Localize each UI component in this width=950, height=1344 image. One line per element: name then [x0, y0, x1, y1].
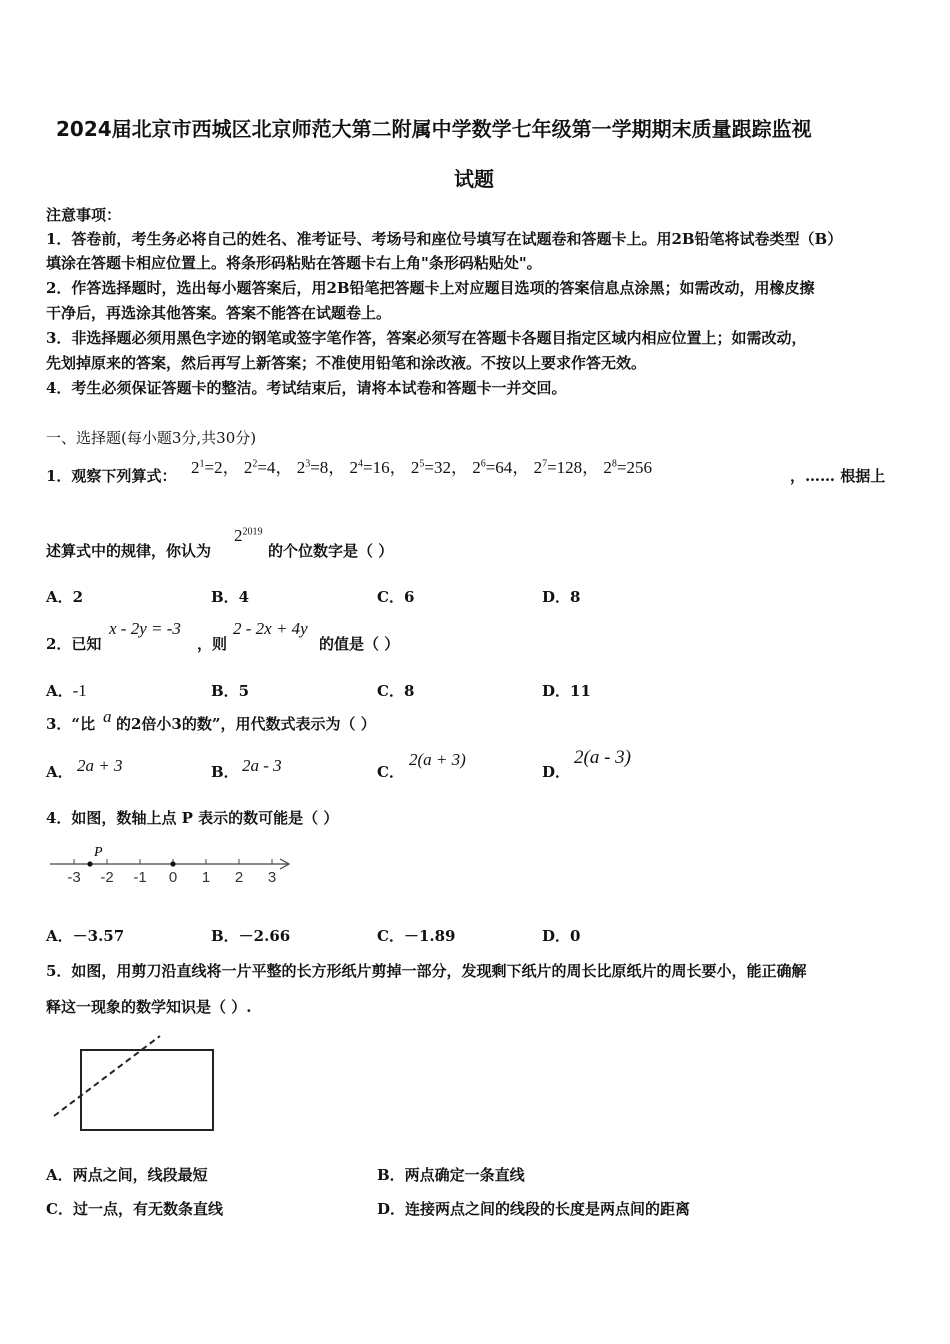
q5-option-d[interactable]: D．连接两点之间的线段的长度是两点间的距离 [377, 1200, 691, 1218]
axis-label: 0 [168, 869, 178, 886]
q4-option-d[interactable]: D．0 [542, 927, 581, 945]
q4-question: 4．如图，数轴上点 P 表示的数可能是（ ） [46, 809, 339, 827]
q5-line2: 释这一现象的数学知识是（ ）. [46, 998, 252, 1016]
power: $2^1=2$ [191, 458, 223, 477]
q2-option-c[interactable]: C．8 [377, 682, 415, 700]
q2-option-a[interactable]: A．-1 [46, 681, 87, 700]
q2-option-b[interactable]: B．5 [211, 682, 250, 700]
q3-variable: a [103, 707, 112, 726]
q3-prefix: 3．“比 [46, 715, 96, 733]
notice-item: 3．非选择题必须用黑色字迹的钢笔或签字笔作答，答案必须写在答题卡各题目指定区域内相应位置上；如需改动， [46, 329, 807, 347]
q4-option-b[interactable]: B．－2.66 [211, 927, 291, 945]
power: $2^5=32$ [410, 458, 451, 477]
q2-equation: x - 2y = -3 [109, 619, 181, 638]
axis-label: 1 [201, 869, 211, 886]
notice-item: 1．答卷前，考生务必将自己的姓名、准考证号、考场号和座位号填写在试题卷和答题卡上。用2B铅笔将试卷类型（B） [46, 230, 843, 248]
origin-point [170, 861, 175, 866]
q1-option-c[interactable]: C．6 [377, 588, 415, 606]
q4-option-c[interactable]: C．－1.89 [377, 927, 456, 945]
power: $2^6=64$ [472, 458, 513, 477]
q1-option-d[interactable]: D．8 [542, 588, 581, 606]
paper-rectangle [81, 1050, 213, 1130]
q3-option-b-label[interactable]: B． [211, 763, 239, 781]
notice-item: 先划掉原来的答案，然后再写上新答案；不准使用铅笔和涂改液。不按以上要求作答无效。 [46, 354, 647, 372]
q1-option-b[interactable]: B．4 [211, 588, 250, 606]
q3-suffix: 的2倍小3的数”，用代数式表示为（ ） [116, 715, 376, 733]
q5-option-c[interactable]: C．过一点，有无数条直线 [46, 1200, 223, 1218]
q3-option-d-expr[interactable]: 2(a - 3) [574, 747, 631, 768]
q1-power-2019: $2^{2019}$ [234, 526, 263, 545]
notice-item: 2．作答选择题时，选出每小题答案后，用2B铅笔把答题卡上对应题目选项的答案信息点涂黑；如需改动，用橡皮擦 [46, 279, 815, 297]
q1-option-a[interactable]: A．2 [46, 588, 84, 606]
q2-option-d[interactable]: D．11 [542, 682, 591, 700]
q5-option-b[interactable]: B．两点确定一条直线 [377, 1166, 525, 1184]
axis-label: -1 [133, 869, 147, 886]
q1-line2-b: 的个位数字是（ ） [268, 542, 394, 560]
power: $2^8=256$ [603, 458, 652, 477]
q5-line1: 5．如图，用剪刀沿直线将一片平整的长方形纸片剪掉一部分，发现剩下纸片的周长比原纸片的周长要小，能正确解 [46, 962, 807, 980]
q2-mid: ，则 [197, 635, 228, 653]
notice-item: 干净后，再选涂其他答案。答案不能答在试题卷上。 [46, 304, 392, 322]
power: $2^4=16$ [349, 458, 390, 477]
q2-suffix: 的值是（ ） [319, 635, 400, 653]
axis-label: -3 [67, 869, 81, 886]
cut-line [54, 1036, 160, 1116]
q1-powers: $2^1=2$， $2^2=4$， $2^3=8$， $2^4=16$， $2^5=32$， $2^6=64$， $2^7=128$， $2^8=256$ [191, 458, 652, 477]
q1-tail: ，…… 根据上 [790, 467, 886, 485]
notice-heading: 注意事项： [46, 206, 122, 224]
q3-option-c-label[interactable]: C． [377, 763, 404, 781]
axis-label: -2 [100, 869, 114, 886]
section-heading: 一、选择题(每小题3分,共30分) [46, 429, 257, 447]
q4-option-a[interactable]: A．－3.57 [46, 927, 125, 945]
power: $2^3=8$ [296, 458, 329, 477]
notice-item: 4．考生必须保证答题卡的整洁。考试结束后，请将本试卷和答题卡一并交回。 [46, 379, 567, 397]
q1-line2-a: 述算式中的规律，你认为 [46, 542, 212, 560]
q2-prefix: 2．已知 [46, 635, 102, 653]
q3-option-a-expr[interactable]: 2a + 3 [77, 756, 123, 775]
q3-option-a-label[interactable]: A． [46, 763, 73, 781]
rectangle-cut-figure [48, 1030, 228, 1140]
q3-option-d-label[interactable]: D． [542, 763, 571, 781]
q5-option-a[interactable]: A．两点之间，线段最短 [46, 1166, 208, 1184]
q1-prefix: 1．观察下列算式： [46, 467, 177, 485]
axis-label: 3 [267, 869, 277, 886]
power: $2^7=128$ [533, 458, 583, 477]
point-p-label: P [94, 845, 103, 860]
q3-option-c-expr[interactable]: 2(a + 3) [409, 750, 466, 769]
axis-label: 2 [234, 869, 244, 886]
page-title: 2024届北京市西城区北京师范大第二附属中学数学七年级第一学期期末质量跟踪监视 [56, 117, 812, 141]
q2-expression: 2 - 2x + 4y [233, 619, 308, 638]
page-title-line2: 试题 [454, 167, 494, 191]
number-line-figure [40, 840, 300, 890]
power: $2^2=4$ [243, 458, 276, 477]
notice-item: 填涂在答题卡相应位置上。将条形码粘贴在答题卡右上角"条形码粘贴处"。 [46, 254, 542, 272]
q3-option-b-expr[interactable]: 2a - 3 [242, 756, 282, 775]
point-p [87, 861, 92, 866]
